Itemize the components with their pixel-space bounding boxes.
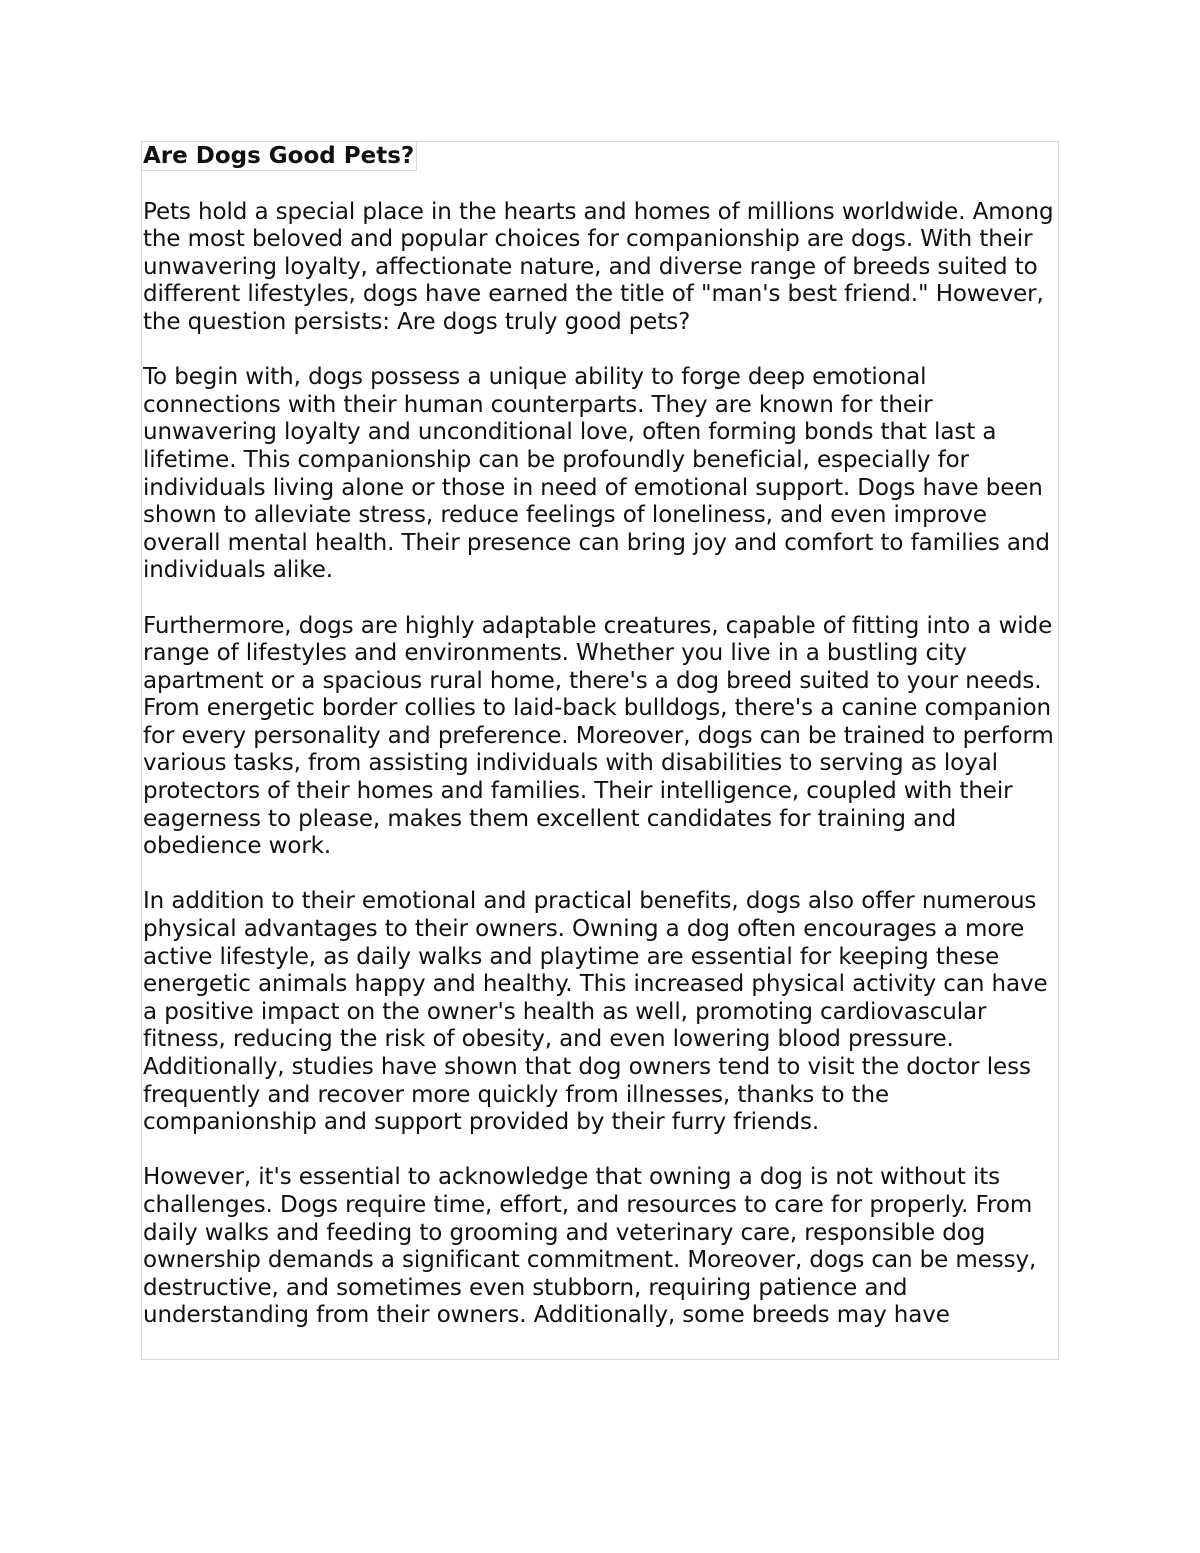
paragraph-gap xyxy=(143,585,1058,613)
document-frame xyxy=(141,141,1059,1360)
paragraph-4: In addition to their emotional and practical benefits, dogs also offer numerous physical advantages to their owners. Owning a dog often encourages a more active lifestyle, as daily walks and playtime are essential for keeping these energetic animals happy and healthy. This increased physical activity can have a positive impact on the owner's health as well, promoting cardiovascular fitness, reducing the risk of obesity, and even lowering blood pressure. Additionally, studies have shown that dog owners tend to visit the doctor less frequently and recover more quickly from illnesses, thanks to the companionship and support provided by their furry friends. xyxy=(143,888,1048,1136)
paragraph-gap xyxy=(143,171,1058,199)
paragraph-gap xyxy=(143,861,1058,889)
paragraph-1: Pets hold a special place in the hearts and homes of millions worldwide. Among the most beloved and popular choices for companionship are dogs. With their unwavering loyalty, affectionate nature, and diverse range of breeds suited to different lifestyles, dogs have earned the title of "man's best friend." However, the question persists: Are dogs truly good pets? xyxy=(143,198,1054,335)
paragraph-5: However, it's essential to acknowledge that owning a dog is not without its challenges. Dogs require time, effort, and resources to care for properly. From daily walks and feeding to grooming and veterinary care, responsible dog ownership demands a significant commitment. Moreover, dogs can be messy, destructive, and sometimes even stubborn, requiring patience and understanding from their owners. Additionally, some breeds may have xyxy=(143,1164,1037,1329)
document-body xyxy=(142,171,1058,1330)
paragraph-3: Furthermore, dogs are highly adaptable creatures, capable of fitting into a wide range of lifestyles and environments. Whether you live in a bustling city apartment or a spacious rural home, there's a dog breed suited to your needs. From energetic border collies to laid-back bulldogs, there's a canine companion for every personality and preference. Moreover, dogs can be trained to perform various tasks, from assisting individuals with disabilities to serving as loyal protectors of their homes and families. Their intelligence, coupled with their eagerness to please, makes them excellent candidates for training and obedience work. xyxy=(143,612,1054,860)
paragraph-2: To begin with, dogs possess a unique ability to forge deep emotional connections with their human counterparts. They are known for their unwavering loyalty and unconditional love, often forming bonds that last a lifetime. This companionship can be profoundly beneficial, especially for individuals living alone or those in need of emotional support. Dogs have been shown to alleviate stress, reduce feelings of loneliness, and even improve overall mental health. Their presence can bring joy and comfort to families and individuals alike. xyxy=(143,364,1050,584)
document-title: Are Dogs Good Pets? xyxy=(142,142,417,171)
paragraph-gap xyxy=(143,337,1058,365)
paragraph-gap xyxy=(143,1137,1058,1165)
